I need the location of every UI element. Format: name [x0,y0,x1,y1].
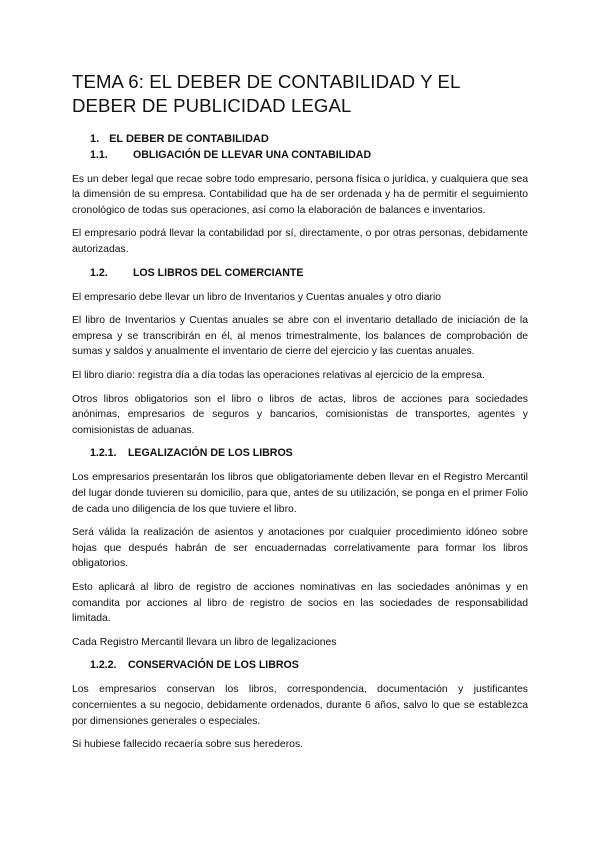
heading-number: 1. [90,133,100,146]
heading-section-1 [90,132,528,147]
document-title: TEMA 6: EL DEBER DE CONTABILIDAD Y EL DEBER DE PUBLICIDAD LEGAL [72,71,460,117]
paragraph: Los empresarios presentarán los libros que obligatoriamente deben llevar en el Registro Mercantil del lugar donde tuvieren su domicilio, para que, antes de su utilización, se ponga en el primer Folio de cada uno diligencia de los que tuviere el libro. [72,472,528,515]
paragraph: Es un deber legal que recae sobre todo empresario, persona física o jurídica, y cualquiera que sea la dimensión de su empresa. Contabilidad que ha de ser ordenada y ha de permitir el seguimiento cronológico de todas sus operaciones, así como la elaboración de balances e inventarios. [72,173,528,216]
heading-number: 1.2.2. [90,659,117,672]
heading-number: 1.2.1. [90,447,117,460]
heading-text: EL DEBER DE CONTABILIDAD [109,133,269,146]
paragraph: Cada Registro Mercantil llevara un libro de legalizaciones [72,636,337,648]
heading-section-1-1 [90,148,528,164]
heading-section-1-2-2 [90,658,528,674]
heading-text: LEGALIZACIÓN DE LOS LIBROS [127,447,293,460]
heading-number: 1.1. [90,148,108,161]
heading-text: LOS LIBROS DEL COMERCIANTE [132,266,304,279]
paragraph: Esto aplicará al libro de registro de acciones nominativas en las sociedades anónimas y en comandita por acciones al libro de registro de socios en las sociedades de responsabilidad limitada. [72,581,528,625]
paragraph: El libro de Inventarios y Cuentas anuales se abre con el inventario detallado de iniciación de la empresa y se transcribirán en él, al menos trimestralmente, los balances de comprobación de sumas y saldos y anualmente el inventario de cierre del ejercicio y las cuentas anuales. [72,315,528,358]
heading-text: OBLIGACIÓN DE LLEVAR UNA CONTABILIDAD [132,148,372,161]
heading-number: 1.2. [90,266,108,279]
paragraph: Los empresarios conservan los libros, correspondencia, documentación y justificantes concernientes a su negocio, debidamente ordenados, durante 6 años, salvo lo que se establezca por dimensiones generales o especiales. [72,684,528,727]
paragraph: Si hubiese fallecido recaería sobre sus herederos. [72,739,304,751]
paragraph: El empresario debe llevar un libro de Inventarios y Cuentas anuales y otro diario [72,291,442,303]
heading-text: CONSERVACIÓN DE LOS LIBROS [127,659,299,672]
paragraph: Será válida la realización de asientos y anotaciones por cualquier procedimiento idóneo sobre hojas que después habrán de ser encuadernadas correlativamente para formar los libros obligatorios. [72,527,528,570]
paragraph: El empresario podrá llevar la contabilidad por sí, directamente, o por otras personas, debidamente autorizadas. [72,228,528,256]
paragraph: El libro diario: registra día a día todas las operaciones relativas al ejercicio de la empresa. [72,370,485,381]
paragraph: Otros libros obligatorios son el libro o libros de actas, libros de acciones para sociedades anónimas, empresarios de seguros y bancarios, comisionistas de transportes, agentes y comisionistas de aduanas. [72,393,528,436]
heading-section-1-2-1 [90,446,528,462]
heading-section-1-2 [90,266,528,282]
